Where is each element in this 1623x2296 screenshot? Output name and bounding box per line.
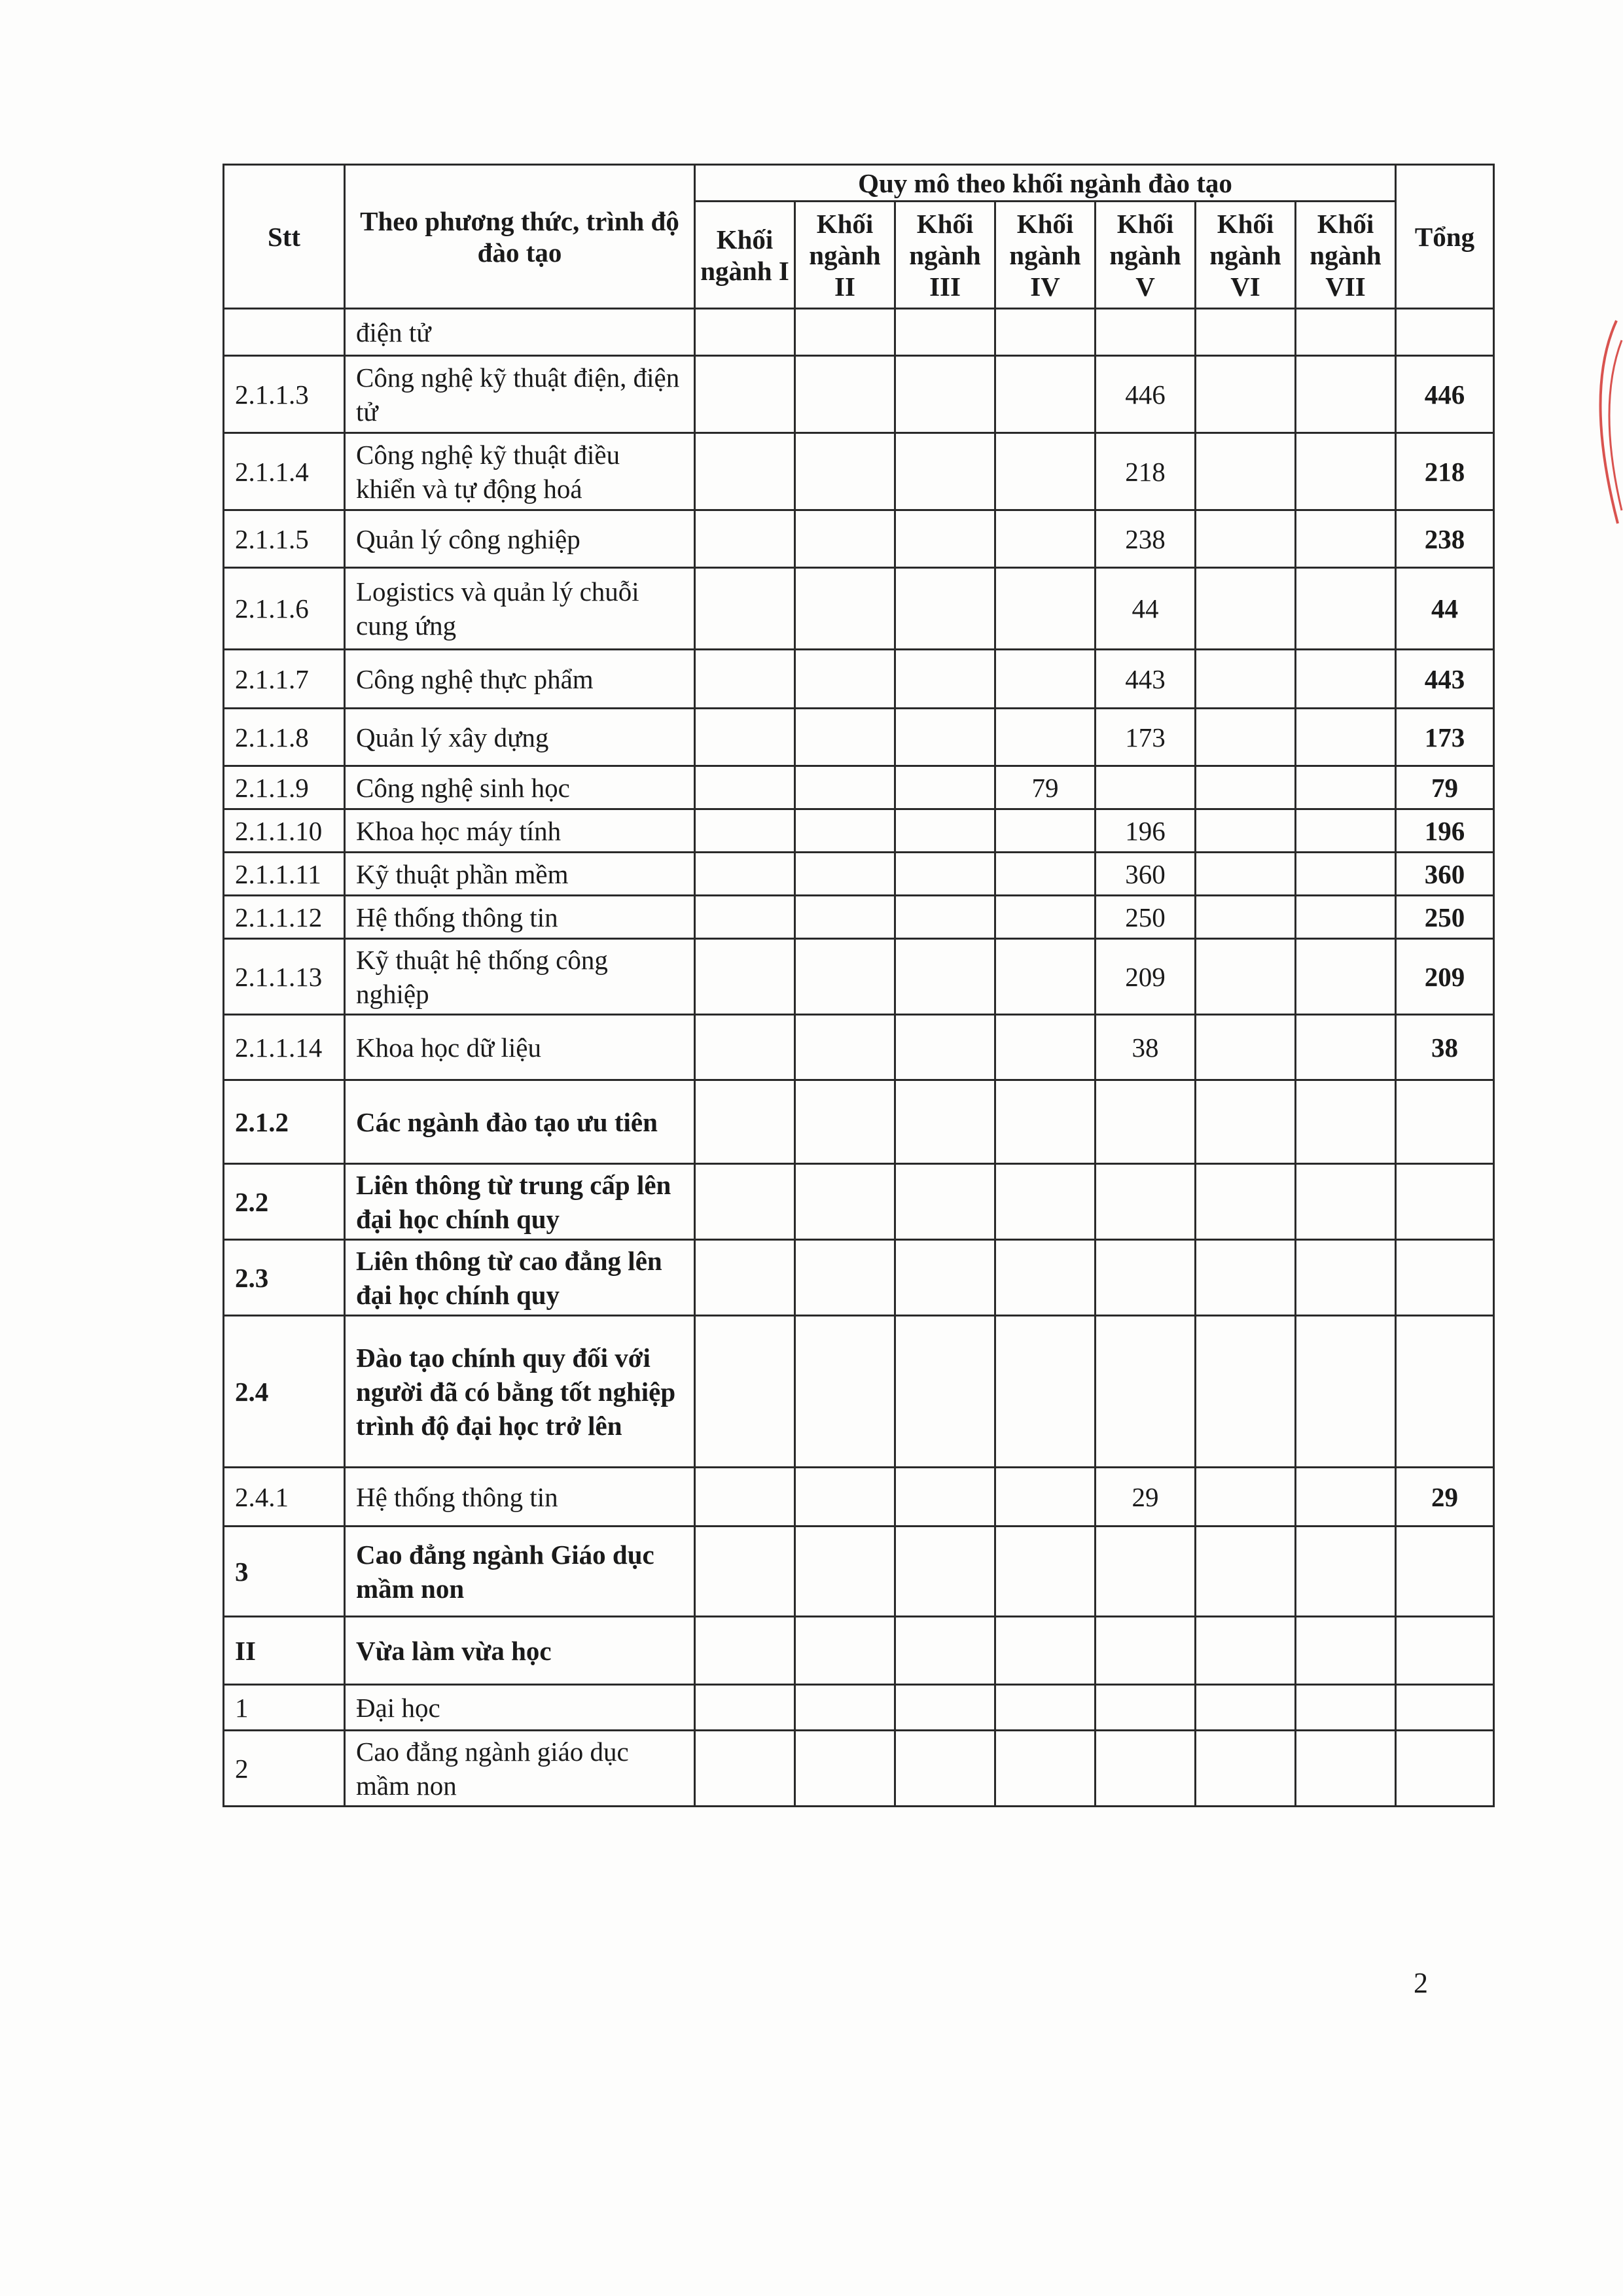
cell-total [1396,1240,1494,1316]
cell-block-1 [695,309,795,356]
cell-block-2 [795,309,895,356]
cell-block-4 [995,433,1096,510]
cell-block-4 [995,1164,1096,1240]
cell-name: Kỹ thuật hệ thống công nghiệp [345,939,695,1015]
table-row [224,1685,1494,1731]
table-row [224,709,1494,766]
page-number: 2 [1414,1967,1428,1999]
cell-block-4 [995,1527,1096,1617]
cell-block-1 [695,766,795,809]
cell-block-6 [1196,1731,1296,1807]
cell-stt [224,309,345,356]
cell-block-5 [1096,1617,1196,1685]
header-block: Khối ngành IV [995,202,1096,309]
cell-block-7 [1296,510,1396,568]
cell-block-3 [895,896,995,939]
cell-block-1 [695,939,795,1015]
cell-total: 443 [1396,650,1494,709]
cell-block-6 [1196,1316,1296,1468]
cell-block-1 [695,809,795,853]
cell-block-6 [1196,1617,1296,1685]
cell-block-7 [1296,853,1396,896]
enrollment-table [223,164,1495,1807]
cell-block-7 [1296,1316,1396,1468]
cell-block-5 [1096,1731,1196,1807]
table-row [224,356,1494,433]
cell-name: Khoa học máy tính [345,809,695,853]
cell-block-6 [1196,1468,1296,1527]
cell-block-4 [995,1731,1096,1807]
header-method: Theo phương thức, trình độ đào tạo [345,165,695,309]
header-block: Khối ngành II [795,202,895,309]
cell-block-3 [895,1240,995,1316]
cell-stt: 2.1.1.6 [224,568,345,650]
cell-block-2 [795,709,895,766]
cell-stt: 2.3 [224,1240,345,1316]
cell-block-3 [895,356,995,433]
cell-block-2 [795,650,895,709]
cell-block-5: 250 [1096,896,1196,939]
cell-block-7 [1296,1527,1396,1617]
cell-block-4 [995,709,1096,766]
cell-block-7 [1296,1080,1396,1164]
cell-block-3 [895,1164,995,1240]
cell-name: Cao đẳng ngành Giáo dục mầm non [345,1527,695,1617]
cell-block-2 [795,568,895,650]
cell-block-2 [795,1527,895,1617]
cell-name: Đại học [345,1685,695,1731]
table-row [224,1164,1494,1240]
cell-block-7 [1296,809,1396,853]
cell-name: điện tử [345,309,695,356]
header-block: Khối ngành V [1096,202,1196,309]
cell-block-6 [1196,1080,1296,1164]
cell-block-5 [1096,1685,1196,1731]
cell-block-5: 443 [1096,650,1196,709]
cell-name: Cao đẳng ngành giáo dục mầm non [345,1731,695,1807]
cell-block-4 [995,1685,1096,1731]
table-row [224,1316,1494,1468]
cell-name: Công nghệ kỹ thuật điện, điện tử [345,356,695,433]
cell-block-2 [795,1468,895,1527]
cell-block-2 [795,1316,895,1468]
cell-name: Đào tạo chính quy đối với người đã có bằng tốt nghiệp trình độ đại học trở lên [345,1316,695,1468]
cell-stt: 2.1.1.12 [224,896,345,939]
cell-name: Liên thông từ cao đẳng lên đại học chính quy [345,1240,695,1316]
cell-block-4 [995,1080,1096,1164]
cell-block-4 [995,1316,1096,1468]
cell-total: 79 [1396,766,1494,809]
table-row [224,568,1494,650]
table-body [224,309,1494,1807]
cell-block-3 [895,1080,995,1164]
cell-block-3 [895,939,995,1015]
cell-total [1396,1164,1494,1240]
cell-total: 238 [1396,510,1494,568]
cell-stt: 2.1.1.9 [224,766,345,809]
cell-block-5: 209 [1096,939,1196,1015]
header-stt: Stt [224,165,345,309]
cell-block-1 [695,1164,795,1240]
cell-stt: 2.1.1.13 [224,939,345,1015]
cell-block-5 [1096,766,1196,809]
cell-block-2 [795,510,895,568]
cell-block-4 [995,1240,1096,1316]
table-row [224,809,1494,853]
cell-block-2 [795,1015,895,1080]
cell-block-7 [1296,309,1396,356]
header-total: Tổng [1396,165,1494,309]
header-group: Quy mô theo khối ngành đào tạo [695,165,1396,202]
cell-block-5: 173 [1096,709,1196,766]
cell-total [1396,1685,1494,1731]
cell-block-3 [895,433,995,510]
cell-block-7 [1296,433,1396,510]
header-block: Khối ngành III [895,202,995,309]
table-row [224,1080,1494,1164]
cell-block-5 [1096,1527,1196,1617]
table-row [224,896,1494,939]
cell-block-7 [1296,1015,1396,1080]
cell-block-7 [1296,1468,1396,1527]
cell-block-5: 446 [1096,356,1196,433]
cell-block-2 [795,939,895,1015]
cell-block-6 [1196,1685,1296,1731]
cell-name: Quản lý xây dựng [345,709,695,766]
cell-block-3 [895,510,995,568]
cell-total: 44 [1396,568,1494,650]
cell-block-2 [795,1080,895,1164]
cell-block-1 [695,1240,795,1316]
cell-block-6 [1196,650,1296,709]
cell-block-1 [695,568,795,650]
cell-block-4 [995,1617,1096,1685]
cell-block-2 [795,896,895,939]
cell-block-3 [895,1617,995,1685]
header-block: Khối ngành I [695,202,795,309]
cell-stt: 2.1.1.5 [224,510,345,568]
table-row [224,309,1494,356]
cell-block-6 [1196,1015,1296,1080]
cell-block-2 [795,1240,895,1316]
table-row [224,853,1494,896]
cell-block-7 [1296,1731,1396,1807]
cell-name: Hệ thống thông tin [345,896,695,939]
cell-block-6 [1196,709,1296,766]
header-block: Khối ngành VII [1296,202,1396,309]
cell-stt: 2.1.1.10 [224,809,345,853]
cell-block-3 [895,1685,995,1731]
cell-block-5: 44 [1096,568,1196,650]
cell-block-3 [895,568,995,650]
cell-stt: 2.1.1.8 [224,709,345,766]
cell-name: Công nghệ sinh học [345,766,695,809]
cell-block-5 [1096,1316,1196,1468]
table-row [224,1240,1494,1316]
cell-block-5: 218 [1096,433,1196,510]
table-row [224,650,1494,709]
cell-block-5 [1096,309,1196,356]
cell-block-2 [795,766,895,809]
cell-stt: 1 [224,1685,345,1731]
cell-stt: 2.1.1.14 [224,1015,345,1080]
table-row [224,1617,1494,1685]
cell-name: Quản lý công nghiệp [345,510,695,568]
cell-total: 446 [1396,356,1494,433]
cell-block-3 [895,1468,995,1527]
cell-block-7 [1296,896,1396,939]
cell-name: Vừa làm vừa học [345,1617,695,1685]
cell-block-6 [1196,809,1296,853]
cell-name: Hệ thống thông tin [345,1468,695,1527]
cell-block-3 [895,1731,995,1807]
cell-name: Liên thông từ trung cấp lên đại học chính quy [345,1164,695,1240]
cell-block-7 [1296,356,1396,433]
cell-total: 196 [1396,809,1494,853]
cell-block-4 [995,809,1096,853]
cell-block-3 [895,809,995,853]
cell-block-1 [695,853,795,896]
cell-stt: 2.2 [224,1164,345,1240]
cell-block-2 [795,433,895,510]
cell-block-1 [695,650,795,709]
cell-block-2 [795,1164,895,1240]
cell-block-4 [995,356,1096,433]
cell-block-1 [695,709,795,766]
cell-block-6 [1196,1240,1296,1316]
cell-block-1 [695,1685,795,1731]
cell-block-6 [1196,568,1296,650]
cell-block-6 [1196,1164,1296,1240]
cell-block-6 [1196,356,1296,433]
cell-block-1 [695,1316,795,1468]
cell-total [1396,1617,1494,1685]
table-row [224,939,1494,1015]
cell-total: 360 [1396,853,1494,896]
table-row [224,1015,1494,1080]
cell-block-3 [895,309,995,356]
cell-block-5: 29 [1096,1468,1196,1527]
cell-name: Kỹ thuật phần mềm [345,853,695,896]
cell-block-4 [995,939,1096,1015]
cell-block-6 [1196,766,1296,809]
cell-stt: 2.1.1.11 [224,853,345,896]
cell-block-1 [695,1617,795,1685]
cell-stt: 2.4 [224,1316,345,1468]
cell-block-7 [1296,939,1396,1015]
cell-block-5: 360 [1096,853,1196,896]
cell-block-7 [1296,709,1396,766]
table-row [224,510,1494,568]
cell-block-2 [795,356,895,433]
cell-block-2 [795,1731,895,1807]
table-row [224,1527,1494,1617]
cell-total [1396,309,1494,356]
cell-block-1 [695,1080,795,1164]
cell-total: 218 [1396,433,1494,510]
table-row [224,433,1494,510]
cell-block-4 [995,896,1096,939]
cell-block-7 [1296,1164,1396,1240]
cell-block-7 [1296,1240,1396,1316]
cell-total: 29 [1396,1468,1494,1527]
cell-block-3 [895,766,995,809]
cell-block-4 [995,568,1096,650]
cell-block-6 [1196,939,1296,1015]
cell-stt: 2.1.1.4 [224,433,345,510]
cell-total [1396,1316,1494,1468]
cell-stt: 2.1.1.7 [224,650,345,709]
cell-name: Khoa học dữ liệu [345,1015,695,1080]
cell-block-4 [995,309,1096,356]
cell-block-1 [695,356,795,433]
stamp-fragment [1571,314,1623,530]
cell-block-5 [1096,1240,1196,1316]
cell-block-1 [695,1527,795,1617]
cell-block-3 [895,1527,995,1617]
cell-block-3 [895,1316,995,1468]
cell-stt: 2 [224,1731,345,1807]
cell-block-5: 38 [1096,1015,1196,1080]
cell-block-6 [1196,510,1296,568]
cell-block-4 [995,1015,1096,1080]
cell-name: Công nghệ thực phẩm [345,650,695,709]
table-row [224,766,1494,809]
cell-block-7 [1296,650,1396,709]
cell-block-3 [895,650,995,709]
cell-total [1396,1080,1494,1164]
cell-stt: 2.1.1.3 [224,356,345,433]
cell-block-6 [1196,1527,1296,1617]
cell-block-1 [695,1468,795,1527]
cell-total: 173 [1396,709,1494,766]
cell-block-7 [1296,766,1396,809]
cell-block-3 [895,709,995,766]
cell-block-2 [795,1617,895,1685]
cell-total: 38 [1396,1015,1494,1080]
cell-total: 250 [1396,896,1494,939]
cell-block-6 [1196,853,1296,896]
cell-block-1 [695,433,795,510]
cell-total [1396,1731,1494,1807]
cell-block-2 [795,809,895,853]
cell-block-5: 238 [1096,510,1196,568]
cell-block-4 [995,650,1096,709]
cell-name: Các ngành đào tạo ưu tiên [345,1080,695,1164]
cell-block-4 [995,853,1096,896]
cell-block-5: 196 [1096,809,1196,853]
cell-block-6 [1196,309,1296,356]
cell-block-2 [795,853,895,896]
cell-block-6 [1196,433,1296,510]
cell-block-7 [1296,1685,1396,1731]
cell-stt: 2.1.2 [224,1080,345,1164]
cell-name: Logistics và quản lý chuỗi cung ứng [345,568,695,650]
cell-name: Công nghệ kỹ thuật điều khiển và tự động hoá [345,433,695,510]
cell-block-6 [1196,896,1296,939]
cell-block-1 [695,896,795,939]
cell-block-5 [1096,1080,1196,1164]
header-block: Khối ngành VI [1196,202,1296,309]
cell-total [1396,1527,1494,1617]
cell-stt: 2.4.1 [224,1468,345,1527]
cell-stt: 3 [224,1527,345,1617]
cell-block-1 [695,1731,795,1807]
cell-block-4: 79 [995,766,1096,809]
table-row [224,1731,1494,1807]
cell-block-4 [995,1468,1096,1527]
cell-block-3 [895,853,995,896]
cell-total: 209 [1396,939,1494,1015]
cell-stt: II [224,1617,345,1685]
cell-block-1 [695,510,795,568]
table-row [224,1468,1494,1527]
cell-block-3 [895,1015,995,1080]
cell-block-7 [1296,1617,1396,1685]
cell-block-5 [1096,1164,1196,1240]
cell-block-4 [995,510,1096,568]
cell-block-2 [795,1685,895,1731]
cell-block-1 [695,1015,795,1080]
cell-block-7 [1296,568,1396,650]
